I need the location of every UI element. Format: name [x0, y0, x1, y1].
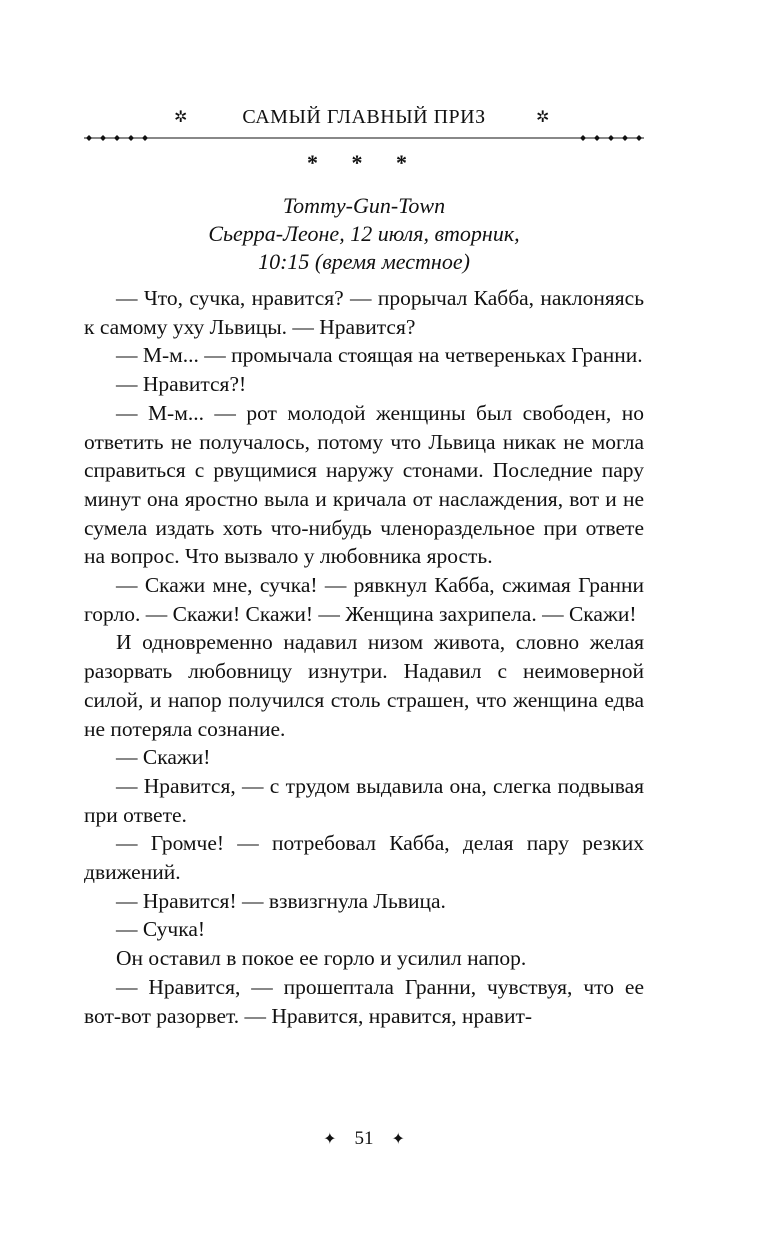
- folio-star-left-icon: ✦: [323, 1131, 337, 1148]
- section-break: * * *: [307, 150, 421, 175]
- header-ornament-right-icon: ✲: [536, 109, 550, 126]
- dateline-time: 10:15 (время местное): [258, 249, 470, 274]
- folio-star-right-icon: ✦: [391, 1131, 405, 1148]
- paragraph: — Скажи!: [116, 745, 211, 770]
- header-rule: [84, 132, 644, 144]
- body-text: [84, 284, 644, 1030]
- paragraph: — Нравится, — с трудом выдавила она, слегка подвывая при ответе.: [84, 773, 644, 827]
- paragraph: — Скажи мне, сучка! — рявкнул Кабба, сжимая Гранни горло. — Скажи! Скажи! — Женщина захрипела. — Скажи!: [84, 573, 644, 626]
- paragraph: — Нравится?!: [116, 372, 247, 397]
- dateline-place: Tommy-Gun-Town: [282, 193, 446, 218]
- dateline: [84, 192, 644, 276]
- page-footer: [84, 1128, 644, 1150]
- paragraph: — М-м... — рот молодой женщины был свободен, но ответить не получалось, потому что Львица никак не могла справиться с рвущимися наружу стонами. Последние пару минут она яростно выла и кричала от наслаждения, вот и не сумела издать хоть что-нибудь членораздельное при ответе на вопрос. Что вызвало у любовника ярость.: [84, 400, 644, 569]
- paragraph: И одновременно надавил низом живота, словно желая разорвать любовницу изнутри. Надавил с неимоверной силой, и напор получился столь страшен, что женщина едва не потеряла сознание.: [84, 630, 644, 741]
- header-ornament-left-icon: ✲: [174, 109, 188, 126]
- paragraph: — Громче! — потребовал Кабба, делая пару резких движений.: [84, 831, 644, 885]
- paragraph: — Нравится, — прошептала Гранни, чувствуя, что ее вот-вот разорвет. — Нравится, нравится, нравит-: [84, 974, 644, 1028]
- running-title: САМЫЙ ГЛАВНЫЙ ПРИЗ: [242, 106, 486, 128]
- paragraph: Он оставил в покое ее горло и усилил напор.: [116, 946, 527, 971]
- paragraph: — Нравится! — взвизгнула Львица.: [116, 888, 446, 913]
- page-number: 51: [354, 1128, 374, 1149]
- paragraph: — Что, сучка, нравится? — прорычал Кабба, наклоняясь к самому уху Львицы. — Нравится?: [84, 286, 644, 339]
- paragraph: — М-м... — промычала стоящая на четвереньках Гранни.: [116, 343, 643, 368]
- dateline-location-date: Сьерра-Леоне, 12 июля, вторник,: [208, 221, 520, 246]
- book-page: [84, 0, 644, 1240]
- paragraph: — Сучка!: [116, 917, 206, 942]
- running-header: [84, 106, 644, 134]
- ornamental-rule-icon: [84, 132, 644, 144]
